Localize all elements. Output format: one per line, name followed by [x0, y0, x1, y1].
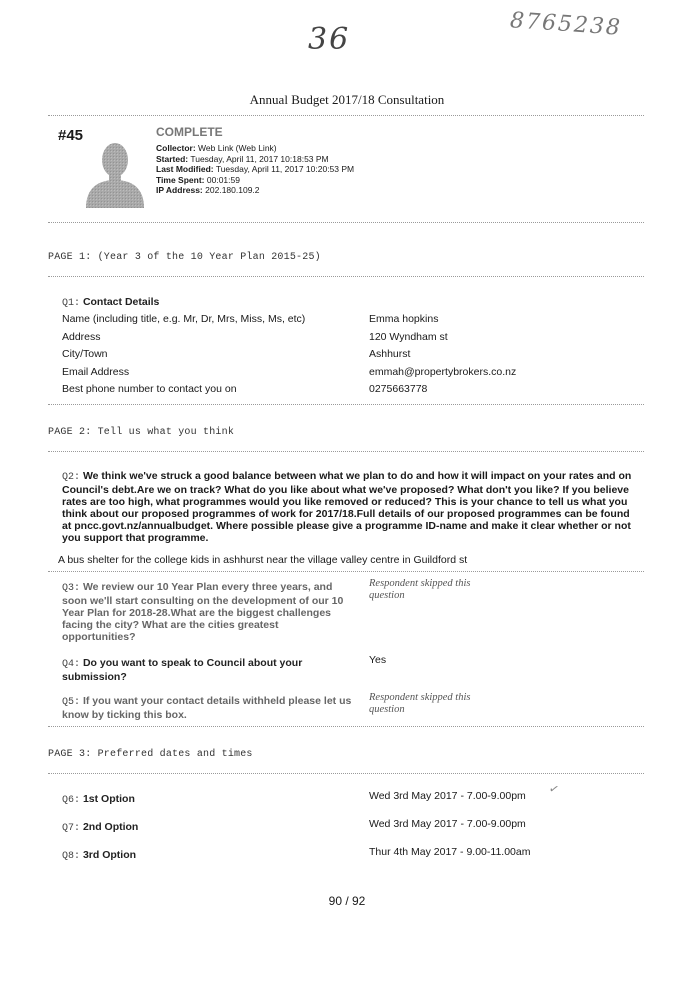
respondent-number: #45: [58, 127, 84, 144]
q4-answer: Yes: [369, 654, 387, 666]
handwritten-tick-icon: ✓: [547, 780, 561, 798]
divider: [48, 726, 644, 727]
divider: [48, 451, 644, 452]
divider: [48, 115, 644, 116]
q1-heading: Q1: Contact Details: [62, 296, 160, 309]
section-heading-page3: PAGE 3: Preferred dates and times: [48, 749, 253, 760]
q5-answer-skipped: Respondent skipped this question: [369, 692, 471, 715]
meta-ip-address: IP Address: 202.180.109.2: [156, 185, 260, 195]
meta-time-spent: Time Spent: 00:01:59: [156, 174, 240, 185]
q7-value: Wed 3rd May 2017 - 7.00-9.00pm: [369, 818, 526, 830]
q2-question: Q2: We think we've struck a good balance between what we plan to do and how it will impact on your rates and on Council's debt.Are we on track? What do you like about what we've proposed? What don't you like? If you believe rates are too high, what programmes would you like removed or reduced? This is your chance to tell us what you think about our proposed programmes of work for 2017/18.Full details of our proposed programmes can be found at pncc.govt.nz/annualbudget. Where possible please give a programme ID-name and make it clear whether or not you support that programme.: [62, 470, 632, 544]
section-heading-page2: PAGE 2: Tell us what you think: [48, 427, 235, 438]
q1-phone-label: Best phone number to contact you on: [62, 383, 237, 395]
document-title: Annual Budget 2017/18 Consultation: [249, 92, 445, 107]
q1-name-value: Emma hopkins: [369, 313, 439, 325]
handwritten-reference-number: 8765238: [509, 8, 623, 41]
q1-city-label: City/Town: [62, 348, 108, 360]
section-heading-page1: PAGE 1: (Year 3 of the 10 Year Plan 2015-25): [48, 252, 321, 263]
q6-label: Q6: 1st Option: [62, 793, 135, 806]
meta-collector: Collector: Web Link (Web Link): [156, 143, 277, 153]
meta-last-modified: Last Modified: Tuesday, April 11, 2017 10:20:53 PM: [156, 164, 355, 174]
q8-value: Thur 4th May 2017 - 9.00-11.00am: [369, 846, 531, 858]
q1-address-label: Address: [62, 331, 101, 343]
page-count: 90 / 92: [328, 894, 366, 908]
q3-question: Q3: We review our 10 Year Plan every three years, and soon we'll start consulting on the development of our 10 Year Plan for 2018-28.What are the biggest challenges facing the city? What are the cities greatest opportunities?: [62, 581, 344, 643]
q1-name-label: Name (including title, e.g. Mr, Dr, Mrs, Miss, Ms, etc): [62, 313, 306, 325]
handwritten-page-number: 36: [308, 22, 351, 57]
divider: [48, 404, 644, 405]
avatar-placeholder-icon: [84, 136, 146, 208]
divider: [48, 773, 644, 774]
q1-phone-value: 0275663778: [369, 383, 428, 395]
q3-answer-skipped: Respondent skipped this question: [369, 578, 471, 601]
divider: [48, 571, 644, 572]
q2-answer: A bus shelter for the college kids in ashhurst near the village valley centre in Guildford st: [58, 554, 468, 566]
q6-value: Wed 3rd May 2017 - 7.00-9.00pm: [369, 790, 526, 802]
q5-question: Q5: If you want your contact details withheld please let us know by ticking this box.: [62, 695, 352, 721]
q1-email-value: emmah@propertybrokers.co.nz: [369, 366, 517, 378]
q1-city-value: Ashhurst: [369, 348, 411, 360]
response-status: COMPLETE: [156, 125, 223, 139]
q8-label: Q8: 3rd Option: [62, 849, 137, 862]
meta-started: Started: Tuesday, April 11, 2017 10:18:53 PM: [156, 153, 329, 164]
divider: [48, 276, 644, 277]
q4-question: Q4: Do you want to speak to Council about your submission?: [62, 657, 303, 683]
q7-label: Q7: 2nd Option: [62, 821, 139, 834]
q1-address-value: 120 Wyndham st: [369, 331, 448, 343]
q1-email-label: Email Address: [62, 366, 130, 378]
divider: [48, 222, 644, 223]
